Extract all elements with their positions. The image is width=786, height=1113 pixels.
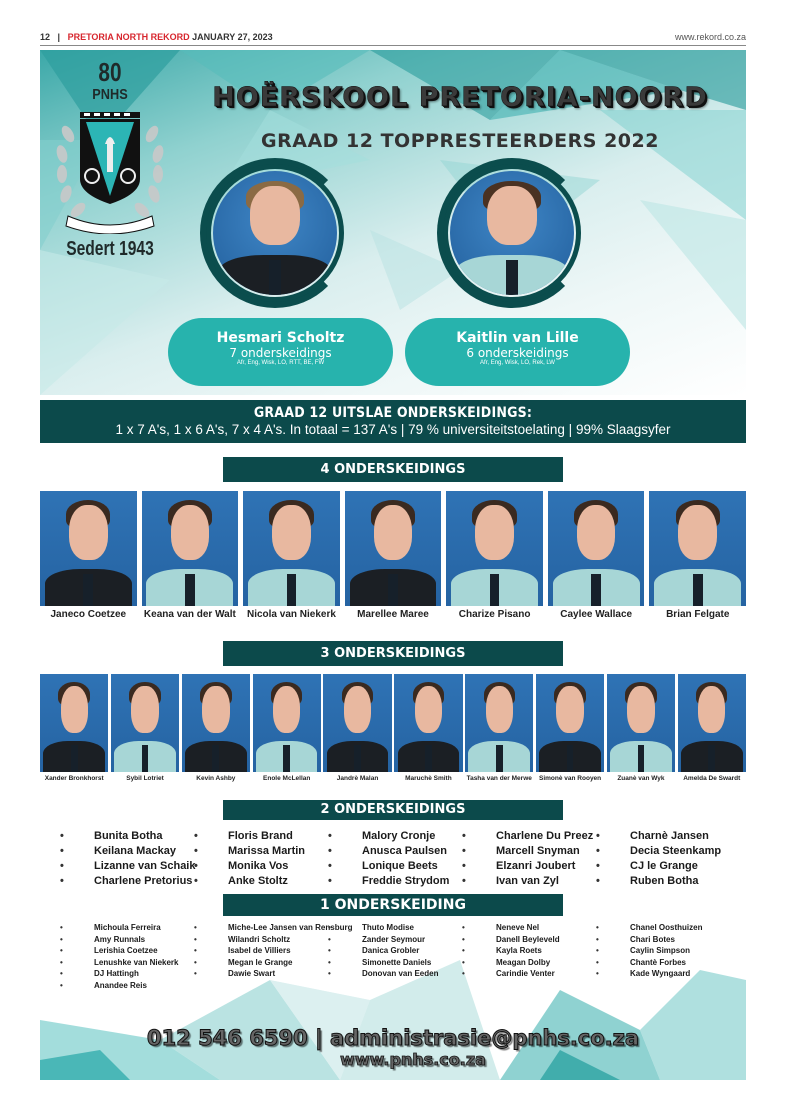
school-title: HOËRSKOOL PRETORIA-NOORD (212, 82, 708, 113)
student-name: Janeco Coetzee (50, 609, 127, 620)
list-item: • Simonette Daniels (320, 957, 454, 969)
list-item: • Bunita Botha (52, 829, 186, 844)
list-item: • Anke Stoltz (186, 874, 320, 889)
name-column (320, 829, 454, 889)
student-name: Sybil Lotriet (126, 775, 164, 782)
results-heading: GRAAD 12 UITSLAE ONDERSKEIDINGS: (253, 405, 533, 421)
list-item: • Donovan van Eeden (320, 968, 454, 980)
name-column (186, 922, 353, 991)
student-name: Jandrè Malan (336, 775, 379, 782)
achiever-name: Kaitlin van Lille (456, 330, 579, 346)
masthead-left (40, 32, 273, 42)
names-row-3 (40, 775, 746, 782)
achiever-label (168, 318, 393, 386)
name-column (588, 922, 722, 991)
list-item: • DJ Hattingh (52, 968, 186, 980)
student-photo (253, 674, 321, 772)
list-item: • Chantè Forbes (588, 957, 722, 969)
student-photo (142, 491, 239, 606)
list-item: • Chanel Oosthuizen (588, 922, 722, 934)
student-name: Brian Felgate (666, 609, 730, 620)
list-item: • Wilandri Scholtz (186, 934, 320, 946)
list-item: • Charnè Jansen (588, 829, 722, 844)
achiever-photo (213, 171, 337, 295)
paper-name: PRETORIA NORTH REKORD (67, 32, 190, 42)
list-item: • Anandee Reis (52, 980, 186, 992)
student-photo (345, 491, 442, 606)
list-item: • Dawie Swart (186, 968, 320, 980)
achiever-subjects: Afr, Eng, Wisk, LO, RTT, BE, FW (236, 360, 325, 366)
one-distinction-list (52, 922, 722, 991)
student-photo (536, 674, 604, 772)
student-name: Keana van der Walt (143, 609, 236, 620)
list-item: • Lizanne van Schaik (52, 859, 186, 874)
established-year: Sedert 1943 (66, 238, 154, 260)
achievers-subtitle: GRAAD 12 TOPPRESTEERDERS 2022 (261, 130, 659, 152)
school-crest (50, 58, 170, 288)
section-heading-4: 4 ONDERSKEIDINGS (223, 457, 563, 482)
list-item: • Ruben Botha (588, 874, 722, 889)
names-row-4 (40, 609, 746, 620)
student-name: Amelda De Swardt (683, 775, 741, 782)
name-column (52, 829, 196, 889)
masthead-separator: | (57, 32, 61, 42)
hero-section (40, 50, 746, 395)
results-summary: 1 x 7 A's, 1 x 6 A's, 7 x 4 A's. In totaal = 137 A's | 79 % universiteitstoelating | 99% Slaagsyfer (115, 422, 671, 437)
achiever-count: 6 onderskeidings (466, 346, 569, 360)
list-item: • Elzanri Joubert (454, 859, 588, 874)
school-abbrev: PNHS (92, 86, 128, 103)
list-item: • Ivan van Zyl (454, 874, 588, 889)
list-item: • Keilana Mackay (52, 844, 186, 859)
student-photo (394, 674, 462, 772)
name-column (454, 922, 588, 991)
student-photo (548, 491, 645, 606)
list-item: • Malory Cronje (320, 829, 454, 844)
list-item: • Miche-Lee Jansen van Rensburg (186, 922, 320, 934)
list-item: • Chari Botes (588, 934, 722, 946)
results-summary-bar (40, 400, 746, 443)
list-item: • Meagan Dolby (454, 957, 588, 969)
photo-row-4 (40, 491, 746, 606)
list-item: • Freddie Strydom (320, 874, 454, 889)
student-photo (243, 491, 340, 606)
photo-row-3 (40, 674, 746, 772)
school-advert (40, 50, 746, 1080)
page-number: 12 (40, 32, 51, 42)
student-name: Tasha van der Merwe (466, 775, 532, 782)
student-photo (465, 674, 533, 772)
anniversary-number: 80 (98, 57, 122, 87)
achiever-name: Hesmari Scholtz (216, 330, 345, 346)
section-heading-3: 3 ONDERSKEIDINGS (223, 641, 563, 666)
achiever-subjects: Afr, Eng, Wisk, LO, Rek, LW (480, 360, 555, 366)
paper-website[interactable]: www.rekord.co.za (674, 32, 746, 42)
list-item: • Neneve Nel (454, 922, 588, 934)
student-name: Kevin Ashby (196, 775, 236, 782)
student-name: Nicola van Niekerk (246, 609, 336, 620)
list-item: • Anusca Paulsen (320, 844, 454, 859)
list-item: • Charlene Du Preez (454, 829, 588, 844)
newspaper-masthead (40, 30, 746, 46)
list-item: • Carindie Venter (454, 968, 588, 980)
contact-phone-email[interactable]: 012 546 6590 | administrasie@pnhs.co.za (146, 1026, 640, 1050)
list-item: • Monika Vos (186, 859, 320, 874)
list-item: • Thuto Modise (320, 922, 454, 934)
achiever-label (405, 318, 630, 386)
list-item: • Michoula Ferreira (52, 922, 186, 934)
student-photo (111, 674, 179, 772)
name-column (588, 829, 722, 889)
student-name: Charize Pisano (458, 609, 531, 620)
list-item: • CJ le Grange (588, 859, 722, 874)
top-achiever-card (168, 158, 428, 393)
two-distinctions-list (52, 829, 722, 889)
student-name: Marellee Maree (357, 609, 429, 620)
section-heading-2: 2 ONDERSKEIDINGS (223, 800, 563, 820)
list-item: • Amy Runnals (52, 934, 186, 946)
section-heading-1: 1 ONDERSKEIDING (223, 894, 563, 916)
contact-website[interactable]: www.pnhs.co.za (340, 1050, 486, 1069)
student-photo (323, 674, 391, 772)
name-column (186, 829, 320, 889)
student-name: Caylee Wallace (560, 609, 633, 620)
student-name: Simonè van Rooyen (539, 775, 602, 782)
list-item: • Kade Wyngaard (588, 968, 722, 980)
list-item: • Lonique Beets (320, 859, 454, 874)
student-name: Zuanè van Wyk (617, 775, 665, 782)
list-item: • Zander Seymour (320, 934, 454, 946)
student-name: Xander Bronkhorst (44, 775, 104, 782)
student-name: Maruchè Smith (405, 775, 452, 782)
name-column (320, 922, 454, 991)
student-photo (607, 674, 675, 772)
list-item: • Isabel de Villiers (186, 945, 320, 957)
list-item: • Lerishia Coetzee (52, 945, 186, 957)
list-item: • Danell Beyleveld (454, 934, 588, 946)
crest-shield-icon (50, 104, 170, 234)
student-photo (40, 674, 108, 772)
list-item: • Megan le Grange (186, 957, 320, 969)
student-photo (678, 674, 746, 772)
top-achiever-card (405, 158, 665, 393)
student-photo (446, 491, 543, 606)
list-item: • Kayla Roets (454, 945, 588, 957)
list-item: • Marcell Snyman (454, 844, 588, 859)
name-column (52, 922, 186, 991)
list-item: • Marissa Martin (186, 844, 320, 859)
student-photo (649, 491, 746, 606)
list-item: • Charlene Pretorius (52, 874, 186, 889)
student-name: Enole McLellan (263, 775, 311, 782)
contact-info (40, 1026, 746, 1069)
student-photo (182, 674, 250, 772)
list-item: • Caylin Simpson (588, 945, 722, 957)
student-photo (40, 491, 137, 606)
list-item: • Floris Brand (186, 829, 320, 844)
list-item: • Lenushke van Niekerk (52, 957, 186, 969)
achiever-photo (450, 171, 574, 295)
list-item: • Danica Grobler (320, 945, 454, 957)
issue-date: JANUARY 27, 2023 (192, 32, 273, 42)
name-column (454, 829, 594, 889)
list-item: • Decia Steenkamp (588, 844, 722, 859)
achiever-count: 7 onderskeidings (229, 346, 332, 360)
